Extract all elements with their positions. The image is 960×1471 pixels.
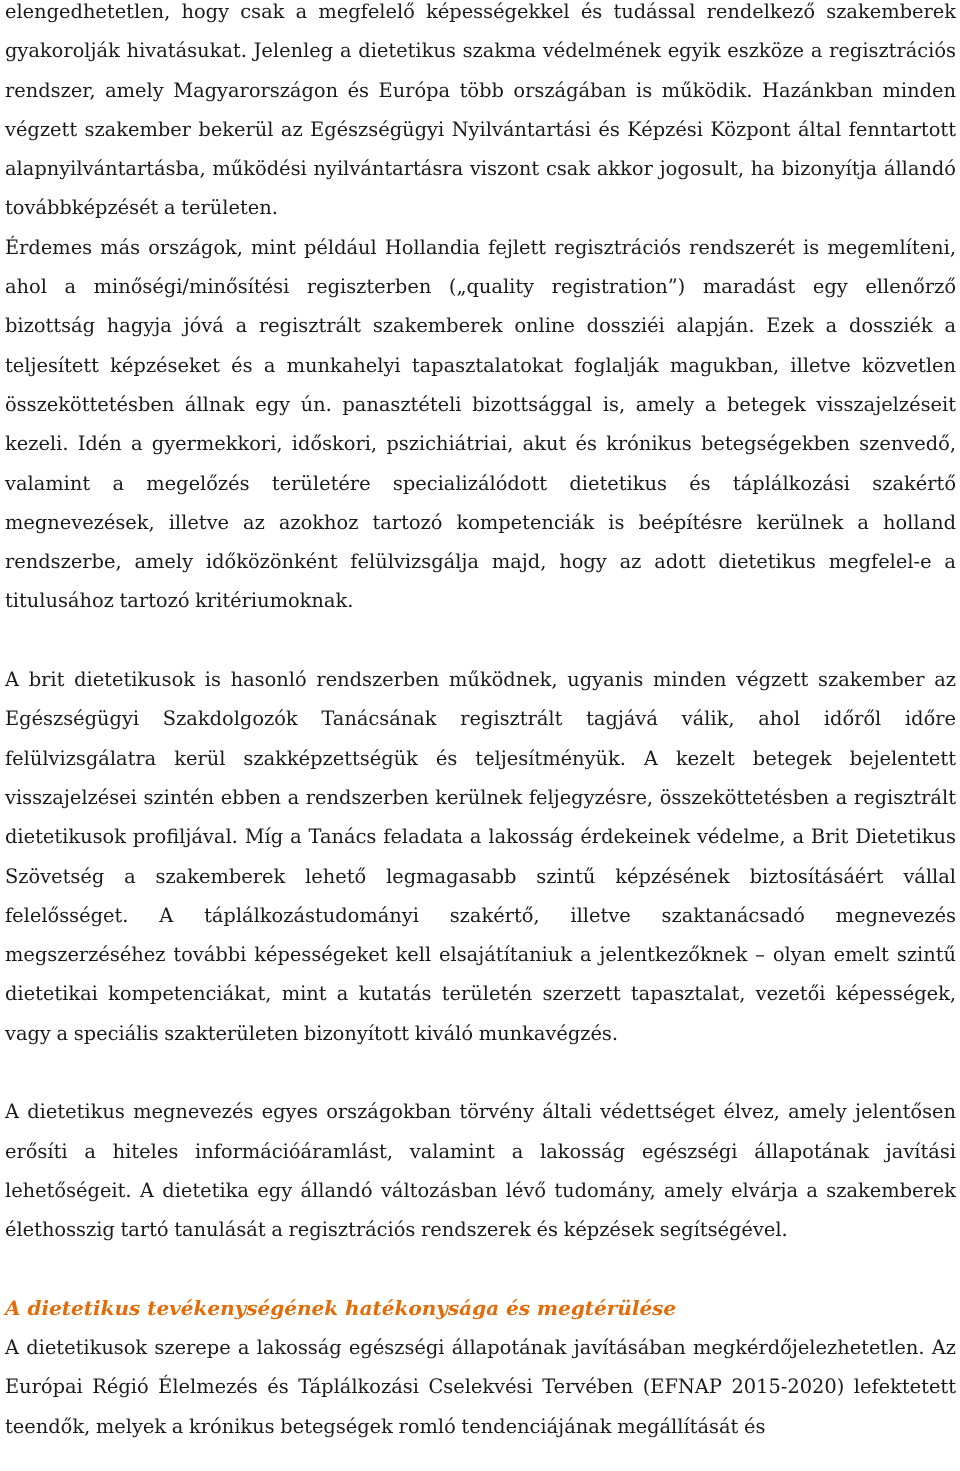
- paragraph: A dietetikus megnevezés egyes országokban törvény általi védettséget élvez, amely jelentősen erősíti a hiteles információáramlást, valamint a lakosság egészségi állapotának javítási lehetőségeit. A dietetika egy állandó változásban lévő tudomány, amely elvárja a szakemberek élethosszig tartó tanulását a regisztrációs rendszerek és képzések segítségével.: [5, 1100, 956, 1242]
- paragraph-spacer: [5, 621, 956, 660]
- paragraph: A brit dietetikusok is hasonló rendszerben működnek, ugyanis minden végzett szakember az Egészségügyi Szakdolgozók Tanácsának regisztrált tagjává válik, ahol időről időre felülvizsgálatra kerül szakképzettségük és teljesítményük. A kezelt betegek bejelentett visszajelzései szintén ebben a rendszerben kerülnek feljegyzésre, összeköttetésben a regisztrált dietetikusok profiljával. Míg a Tanács feladata a lakosság érdekeinek védelme, a Brit Dietetikus Szövetség a szakemberek lehető legmagasabb szintű képzésének biztosításáért vállal felelősséget. A táplálkozástudományi szakértő, illetve szaktanácsadó megnevezés megszerzéséhez további képességeket kell elsajátítaniuk a jelentkezőknek – olyan emelt szintű dietetikai kompetenciákat, mint a kutatás területén szerzett tapasztalat, vezetői képességek, vagy a speciális szakterületen bizonyított kiváló munkavégzés.: [5, 668, 956, 1045]
- paragraph-spacer: [5, 1250, 956, 1289]
- paragraph: Érdemes más országok, mint például Hollandia fejlett regisztrációs rendszerét is megemlíteni, ahol a minőségi/minősítési regiszterben („quality registration”) maradást egy ellenőrző bizottság hagyja jóvá a regisztrált szakemberek online dossziéi alapján. Ezek a dossziék a teljesített képzéseket és a munkahelyi tapasztalatokat foglalják magukban, illetve közvetlen összeköttetésben állnak egy ún. panasztételi bizottsággal is, amely a betegek visszajelzéseit kezeli. Idén a gyermekkori, időskori, pszichiátriai, akut és krónikus betegségekben szenvedő, valamint a megelőzés területére specializálódott dietetikus és táplálkozási szakértő megnevezések, illetve az azokhoz tartozó kompetenciák is beépítésre kerülnek a holland rendszerbe, amely időközönként felülvizsgálja majd, hogy az adott dietetikus megfelel-e a titulusához tartozó kritériumoknak.: [5, 235, 956, 613]
- paragraph-spacer: [5, 1053, 956, 1092]
- paragraph: A dietetikusok szerepe a lakosság egészségi állapotának javításában megkérdőjelezhetetlen. Az Európai Régió Élelmezés és Táplálkozási Cselekvési Tervében (EFNAP 2015-2020) lefektetett teendők, melyek a krónikus betegségek romló tendenciájának megállítását és: [5, 1336, 956, 1438]
- section-heading: A dietetikus tevékenységének hatékonysága és megtérülése: [5, 1295, 677, 1320]
- document-page: [5, 0, 956, 1446]
- paragraph: elengedhetetlen, hogy csak a megfelelő képességekkel és tudással rendelkező szakemberek gyakorolják hivatásukat. Jelenleg a dietetikus szakma védelmének egyik eszköze a regisztrációs rendszer, amely Magyarországon és Európa több országában is működik. Hazánkban minden végzett szakember bekerül az Egészségügyi Nyilvántartási és Képzési Központ által fenntartott alapnyilvántartásba, működési nyilvántartásra viszont csak akkor jogosult, ha bizonyítja állandó továbbképzését a területen.: [5, 0, 956, 220]
